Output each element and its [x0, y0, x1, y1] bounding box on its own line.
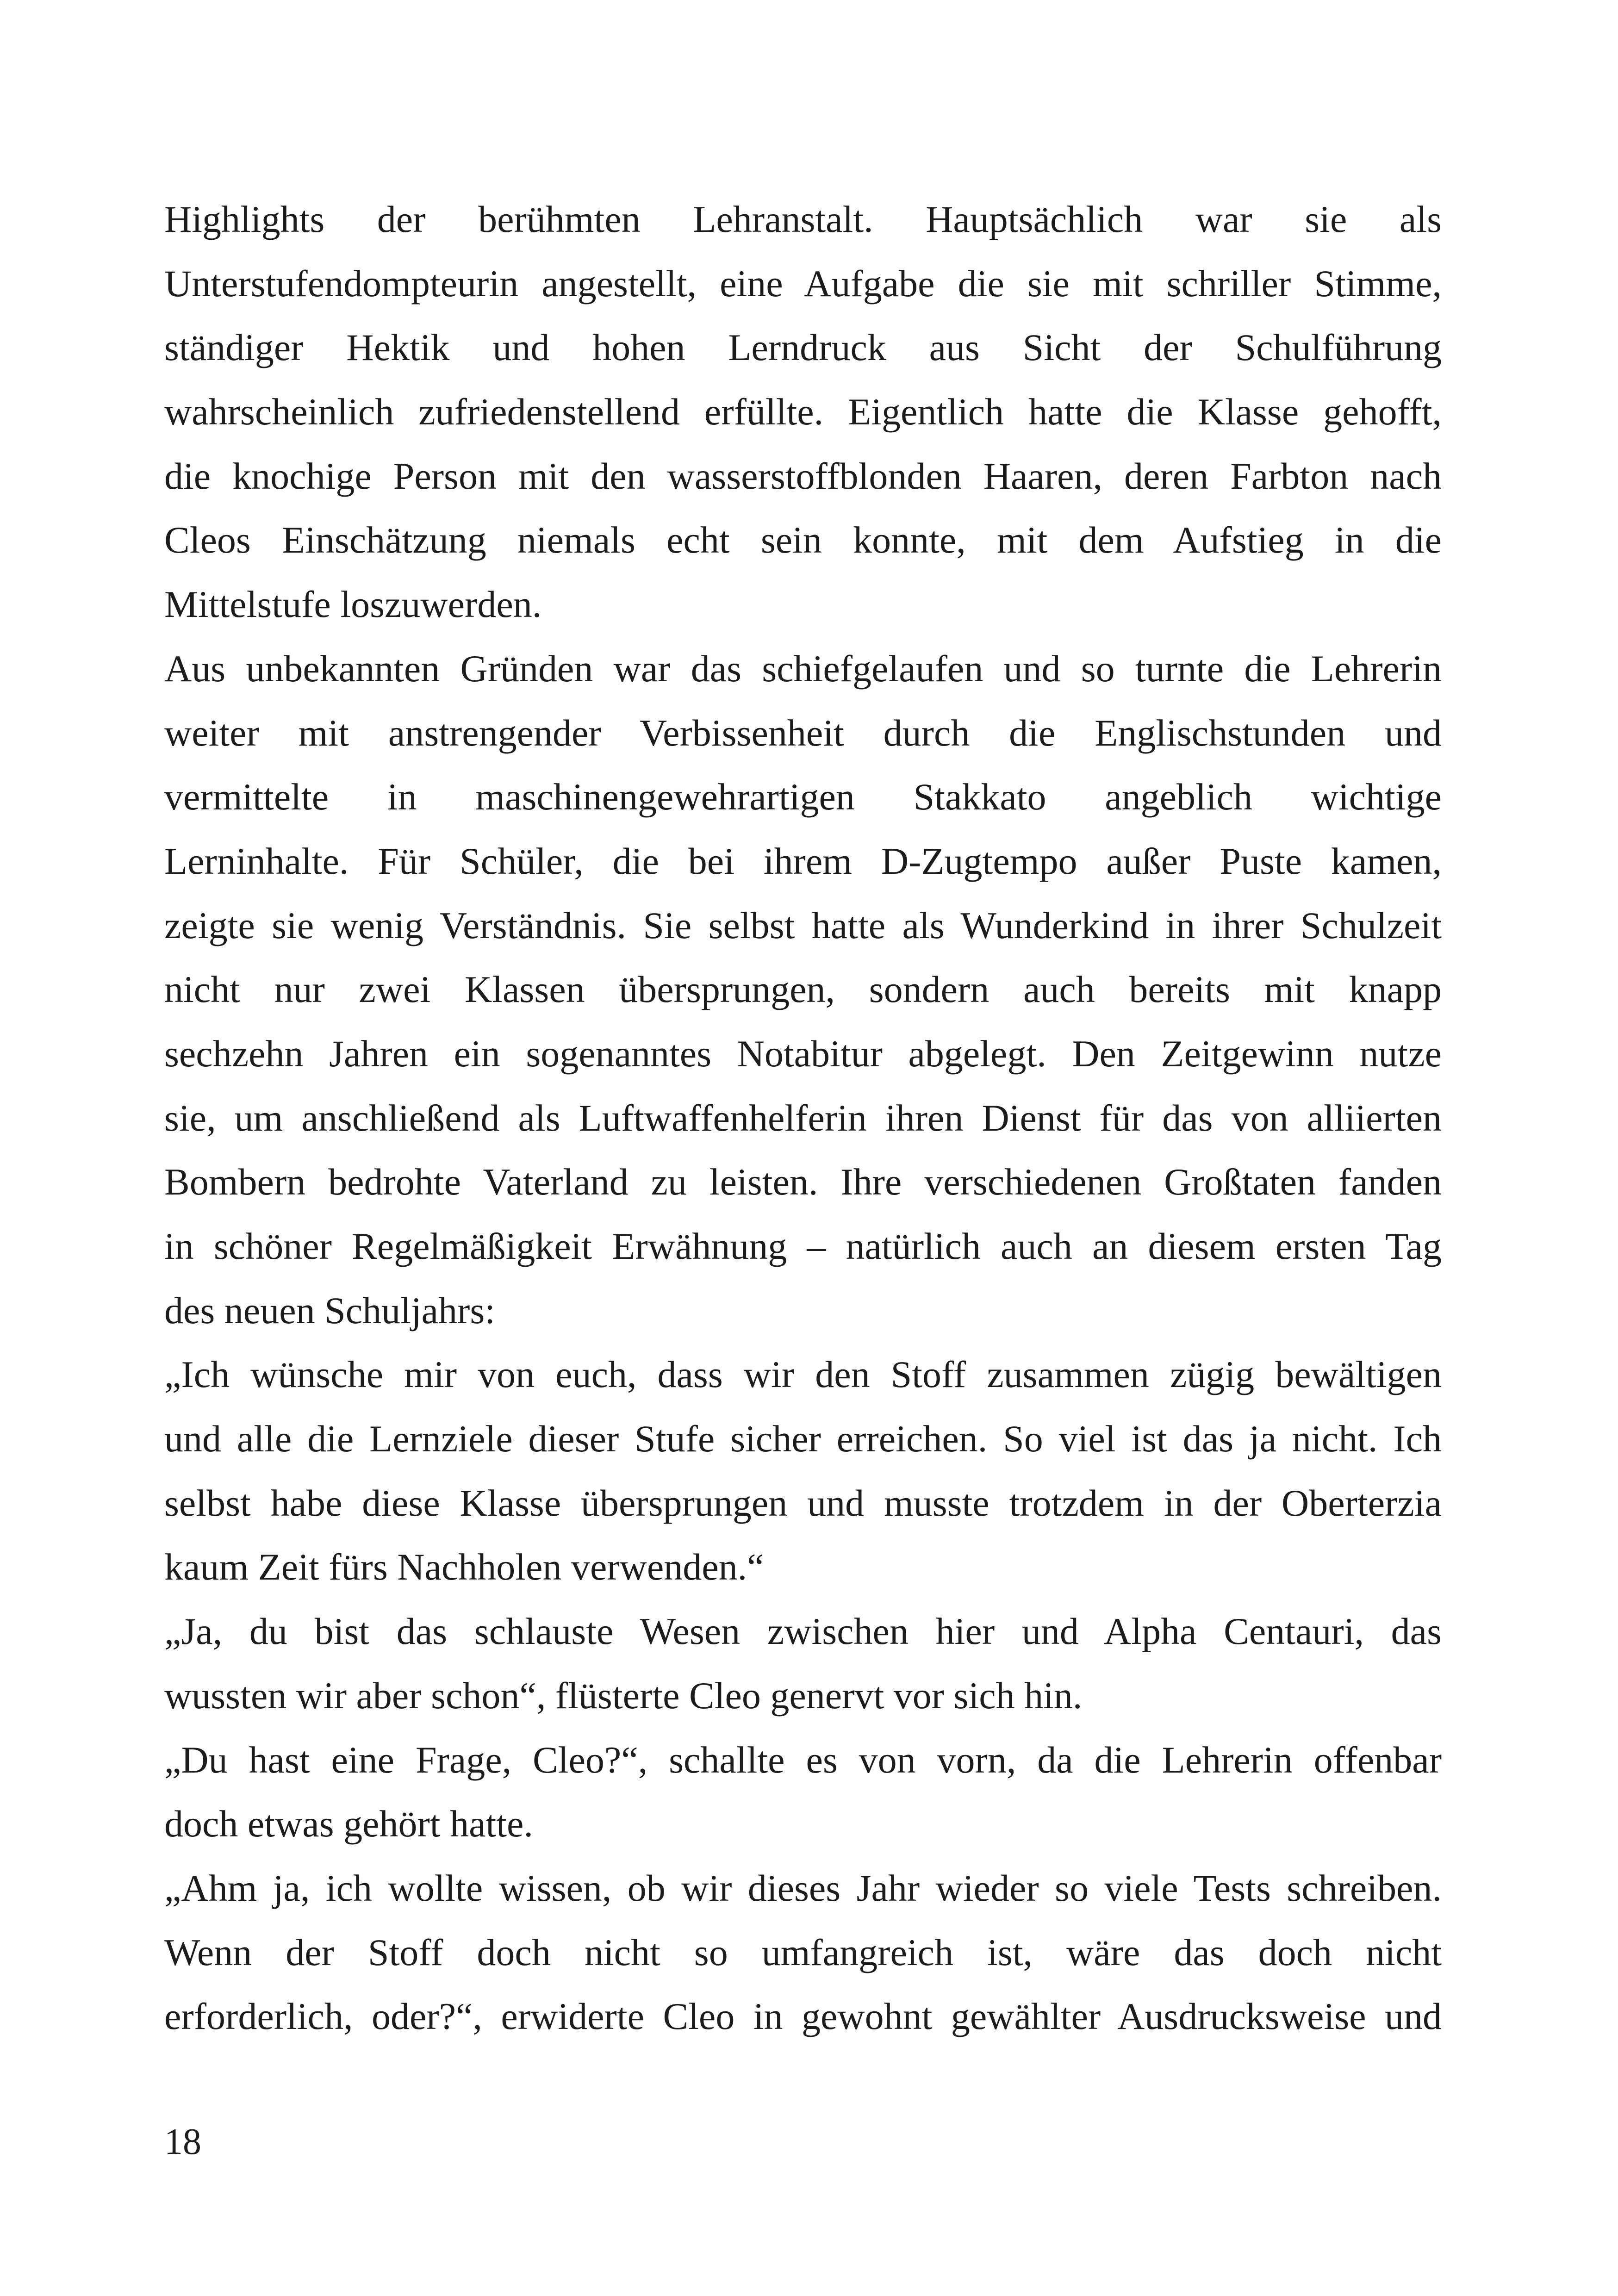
text-line: wussten wir aber schon“, flüsterte Cleo genervt vor sich hin.	[164, 1674, 1083, 1717]
text-line: „Du hast eine Frage, Cleo?“, schallte es von vorn, da die Lehrerin offenbar	[164, 1738, 1442, 1781]
text-line: die knochige Person mit den wasserstoffblonden Haaren, deren Farbton nach	[164, 454, 1442, 497]
text-line: Cleos Einschätzung niemals echt sein konnte, mit dem Aufstieg in die	[164, 519, 1442, 561]
text-line: Mittelstufe loszuwerden.	[164, 583, 542, 626]
text-line: des neuen Schuljahrs:	[164, 1289, 496, 1332]
text-line: sechzehn Jahren ein sogenanntes Notabitur abgelegt. Den Zeitgewinn nutze	[164, 1032, 1442, 1075]
text-line: Aus unbekannten Gründen war das schiefgelaufen und so turnte die Lehrerin	[164, 647, 1442, 690]
text-line: weiter mit anstrengender Verbissenheit durch die Englischstunden und	[164, 711, 1442, 754]
text-line: erforderlich, oder?“, erwiderte Cleo in gewohnt gewählter Ausdrucksweise und	[164, 1995, 1442, 2038]
text-line: ständiger Hektik und hohen Lerndruck aus Sicht der Schulführung	[164, 326, 1442, 369]
text-line: Bombern bedrohte Vaterland zu leisten. Ihre verschiedenen Großtaten fanden	[164, 1161, 1442, 1203]
text-line: wahrscheinlich zufriedenstellend erfüllte. Eigentlich hatte die Klasse gehofft,	[164, 391, 1442, 433]
text-line: „Ja, du bist das schlauste Wesen zwischen hier und Alpha Centauri, das	[164, 1610, 1442, 1653]
body-text	[164, 187, 1442, 2049]
text-line: doch etwas gehört hatte.	[164, 1803, 533, 1845]
text-line: Wenn der Stoff doch nicht so umfangreich ist, wäre das doch nicht	[164, 1931, 1442, 1973]
text-line: Highlights der berühmten Lehranstalt. Hauptsächlich war sie als	[164, 198, 1442, 240]
text-line: vermittelte in maschinengewehrartigen Stakkato angeblich wichtige	[164, 776, 1442, 818]
text-line: in schöner Regelmäßigkeit Erwähnung – natürlich auch an diesem ersten Tag	[164, 1225, 1442, 1267]
text-line: „Ich wünsche mir von euch, dass wir den Stoff zusammen zügig bewältigen	[164, 1353, 1442, 1396]
text-line: sie, um anschließend als Luftwaffenhelferin ihren Dienst für das von alliierten	[164, 1096, 1442, 1139]
text-line: nicht nur zwei Klassen übersprungen, sondern auch bereits mit knapp	[164, 968, 1442, 1011]
text-line: zeigte sie wenig Verständnis. Sie selbst hatte als Wunderkind in ihrer Schulzeit	[164, 904, 1442, 946]
text-line: kaum Zeit fürs Nachholen verwenden.“	[164, 1546, 764, 1588]
text-line: Unterstufendompteurin angestellt, eine Aufgabe die sie mit schriller Stimme,	[164, 262, 1442, 305]
page-number: 18	[164, 2122, 201, 2162]
text-line: „Ahm ja, ich wollte wissen, ob wir dieses Jahr wieder so viele Tests schreiben.	[164, 1867, 1442, 1909]
text-line: Lerninhalte. Für Schüler, die bei ihrem D-Zugtempo außer Puste kamen,	[164, 840, 1442, 882]
text-line: selbst habe diese Klasse übersprungen und musste trotzdem in der Oberterzia	[164, 1481, 1442, 1524]
text-line: und alle die Lernziele dieser Stufe sicher erreichen. So viel ist das ja nicht. Ich	[164, 1418, 1442, 1460]
